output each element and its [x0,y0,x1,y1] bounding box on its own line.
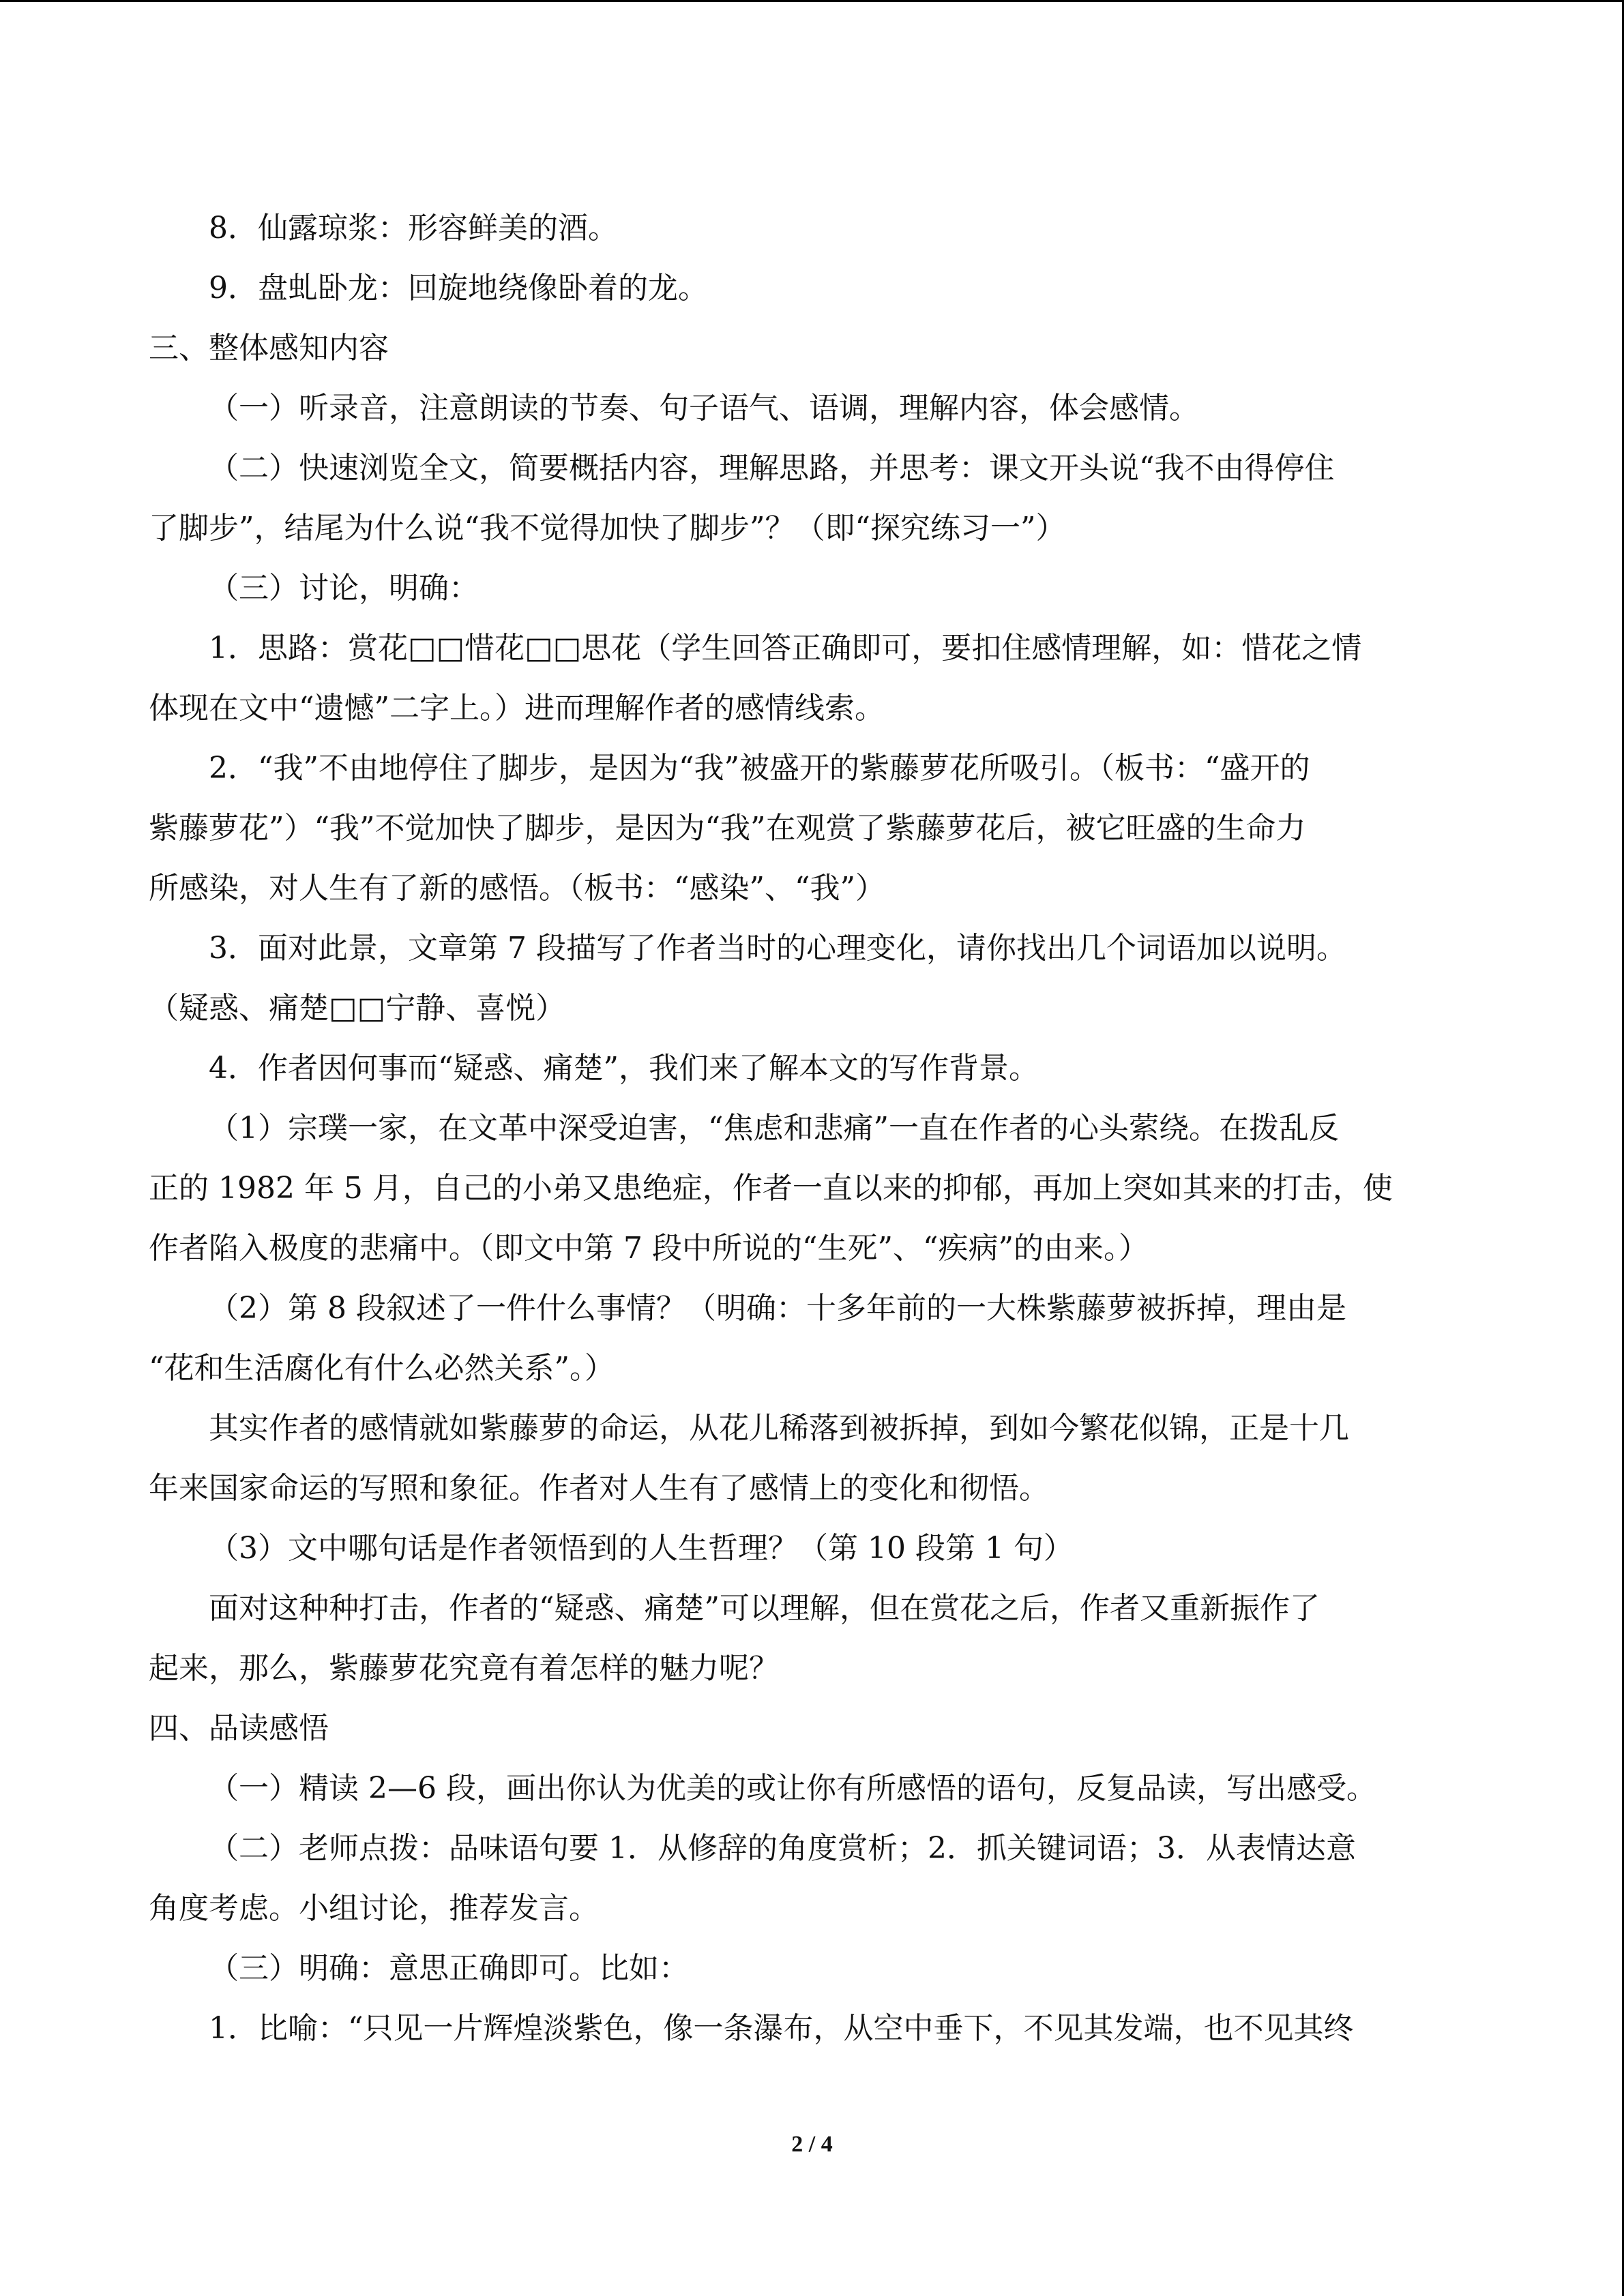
paragraph-line: 作者陷入极度的悲痛中。（即文中第 7 段中所说的“生死”、“疾病”的由来。） [149,1231,1149,1266]
page-border-top [0,0,1624,2]
section-heading: 三、整体感知内容 [149,331,389,366]
paragraph-line: 年来国家命运的写照和象征。作者对人生有了感情上的变化和彻悟。 [149,1471,1049,1506]
paragraph-line: （2）第 8 段叙述了一件什么事情？（明确：十多年前的一大株紫藤萝被拆掉，理由是 [209,1291,1346,1326]
paragraph-line: 体现在文中“遗憾”二字上。）进而理解作者的感情线索。 [149,691,885,726]
paragraph-line: 紫藤萝花”）“我”不觉加快了脚步，是因为“我”在观赏了紫藤萝花后，被它旺盛的生命力 [149,811,1306,846]
paragraph-line: 8．仙露琼浆：形容鲜美的酒。 [209,211,618,245]
paragraph-line: 起来，那么，紫藤萝花究竟有着怎样的魅力呢？ [149,1651,779,1686]
paragraph-line: 1．比喻：“只见一片辉煌淡紫色，像一条瀑布，从空中垂下，不见其发端，也不见其终 [209,2011,1354,2046]
paragraph-line: 角度考虑。小组讨论，推荐发言。 [149,1891,599,1926]
paragraph-line: （三）明确：意思正确即可。比如： [209,1951,689,1986]
page-number: 2 / 4 [791,2132,833,2157]
paragraph-line: 9．盘虬卧龙：回旋地绕像卧着的龙。 [209,271,708,305]
paragraph-line: （1）宗璞一家，在文革中深受迫害，“焦虑和悲痛”一直在作者的心头萦绕。在拨乱反 [209,1111,1339,1146]
paragraph-line: 4．作者因何事而“疑惑、痛楚”，我们来了解本文的写作背景。 [209,1051,1039,1086]
paragraph-line: 2．“我”不由地停住了脚步，是因为“我”被盛开的紫藤萝花所吸引。（板书：“盛开的 [209,751,1310,786]
paragraph-line: 了脚步”，结尾为什么说“我不觉得加快了脚步”？（即“探究练习一”） [149,511,1066,546]
paragraph-line: （二）老师点拨：品味语句要 1．从修辞的角度赏析；2．抓关键词语；3．从表情达意 [209,1831,1356,1866]
paragraph-line: 面对这种种打击，作者的“疑惑、痛楚”可以理解，但在赏花之后，作者又重新振作了 [209,1591,1320,1626]
paragraph-line: 其实作者的感情就如紫藤萝的命运，从花儿稀落到被拆掉，到如今繁花似锦，正是十几 [209,1411,1349,1446]
paragraph-line: （一）精读 2—6 段，画出你认为优美的或让你有所感悟的语句，反复品读，写出感受。 [209,1771,1376,1806]
section-heading: 四、品读感悟 [149,1711,329,1746]
paragraph-line: （一）听录音，注意朗读的节奏、句子语气、语调，理解内容，体会感情。 [209,391,1199,426]
paragraph-line: （二）快速浏览全文，简要概括内容，理解思路，并思考：课文开头说“我不由得停住 [209,451,1335,486]
paragraph-line: 3．面对此景，文章第 7 段描写了作者当时的心理变化，请你找出几个词语加以说明。 [209,931,1346,966]
paragraph-line: “花和生活腐化有什么必然关系”。） [149,1351,615,1386]
paragraph-line: （三）讨论，明确： [209,571,479,606]
paragraph-line: （疑惑、痛楚□□宁静、喜悦） [149,991,566,1026]
paragraph-line: （3）文中哪句话是作者领悟到的人生哲理？（第 10 段第 1 句） [209,1531,1074,1566]
paragraph-line: 正的 1982 年 5 月，自己的小弟又患绝症，作者一直以来的抑郁，再加上突如其来的打击，使 [149,1171,1393,1206]
paragraph-line: 1．思路：赏花□□惜花□□思花（学生回答正确即可，要扣住感情理解，如：惜花之情 [209,631,1362,666]
paragraph-line: 所感染，对人生有了新的感悟。（板书：“感染”、“我”） [149,871,885,906]
